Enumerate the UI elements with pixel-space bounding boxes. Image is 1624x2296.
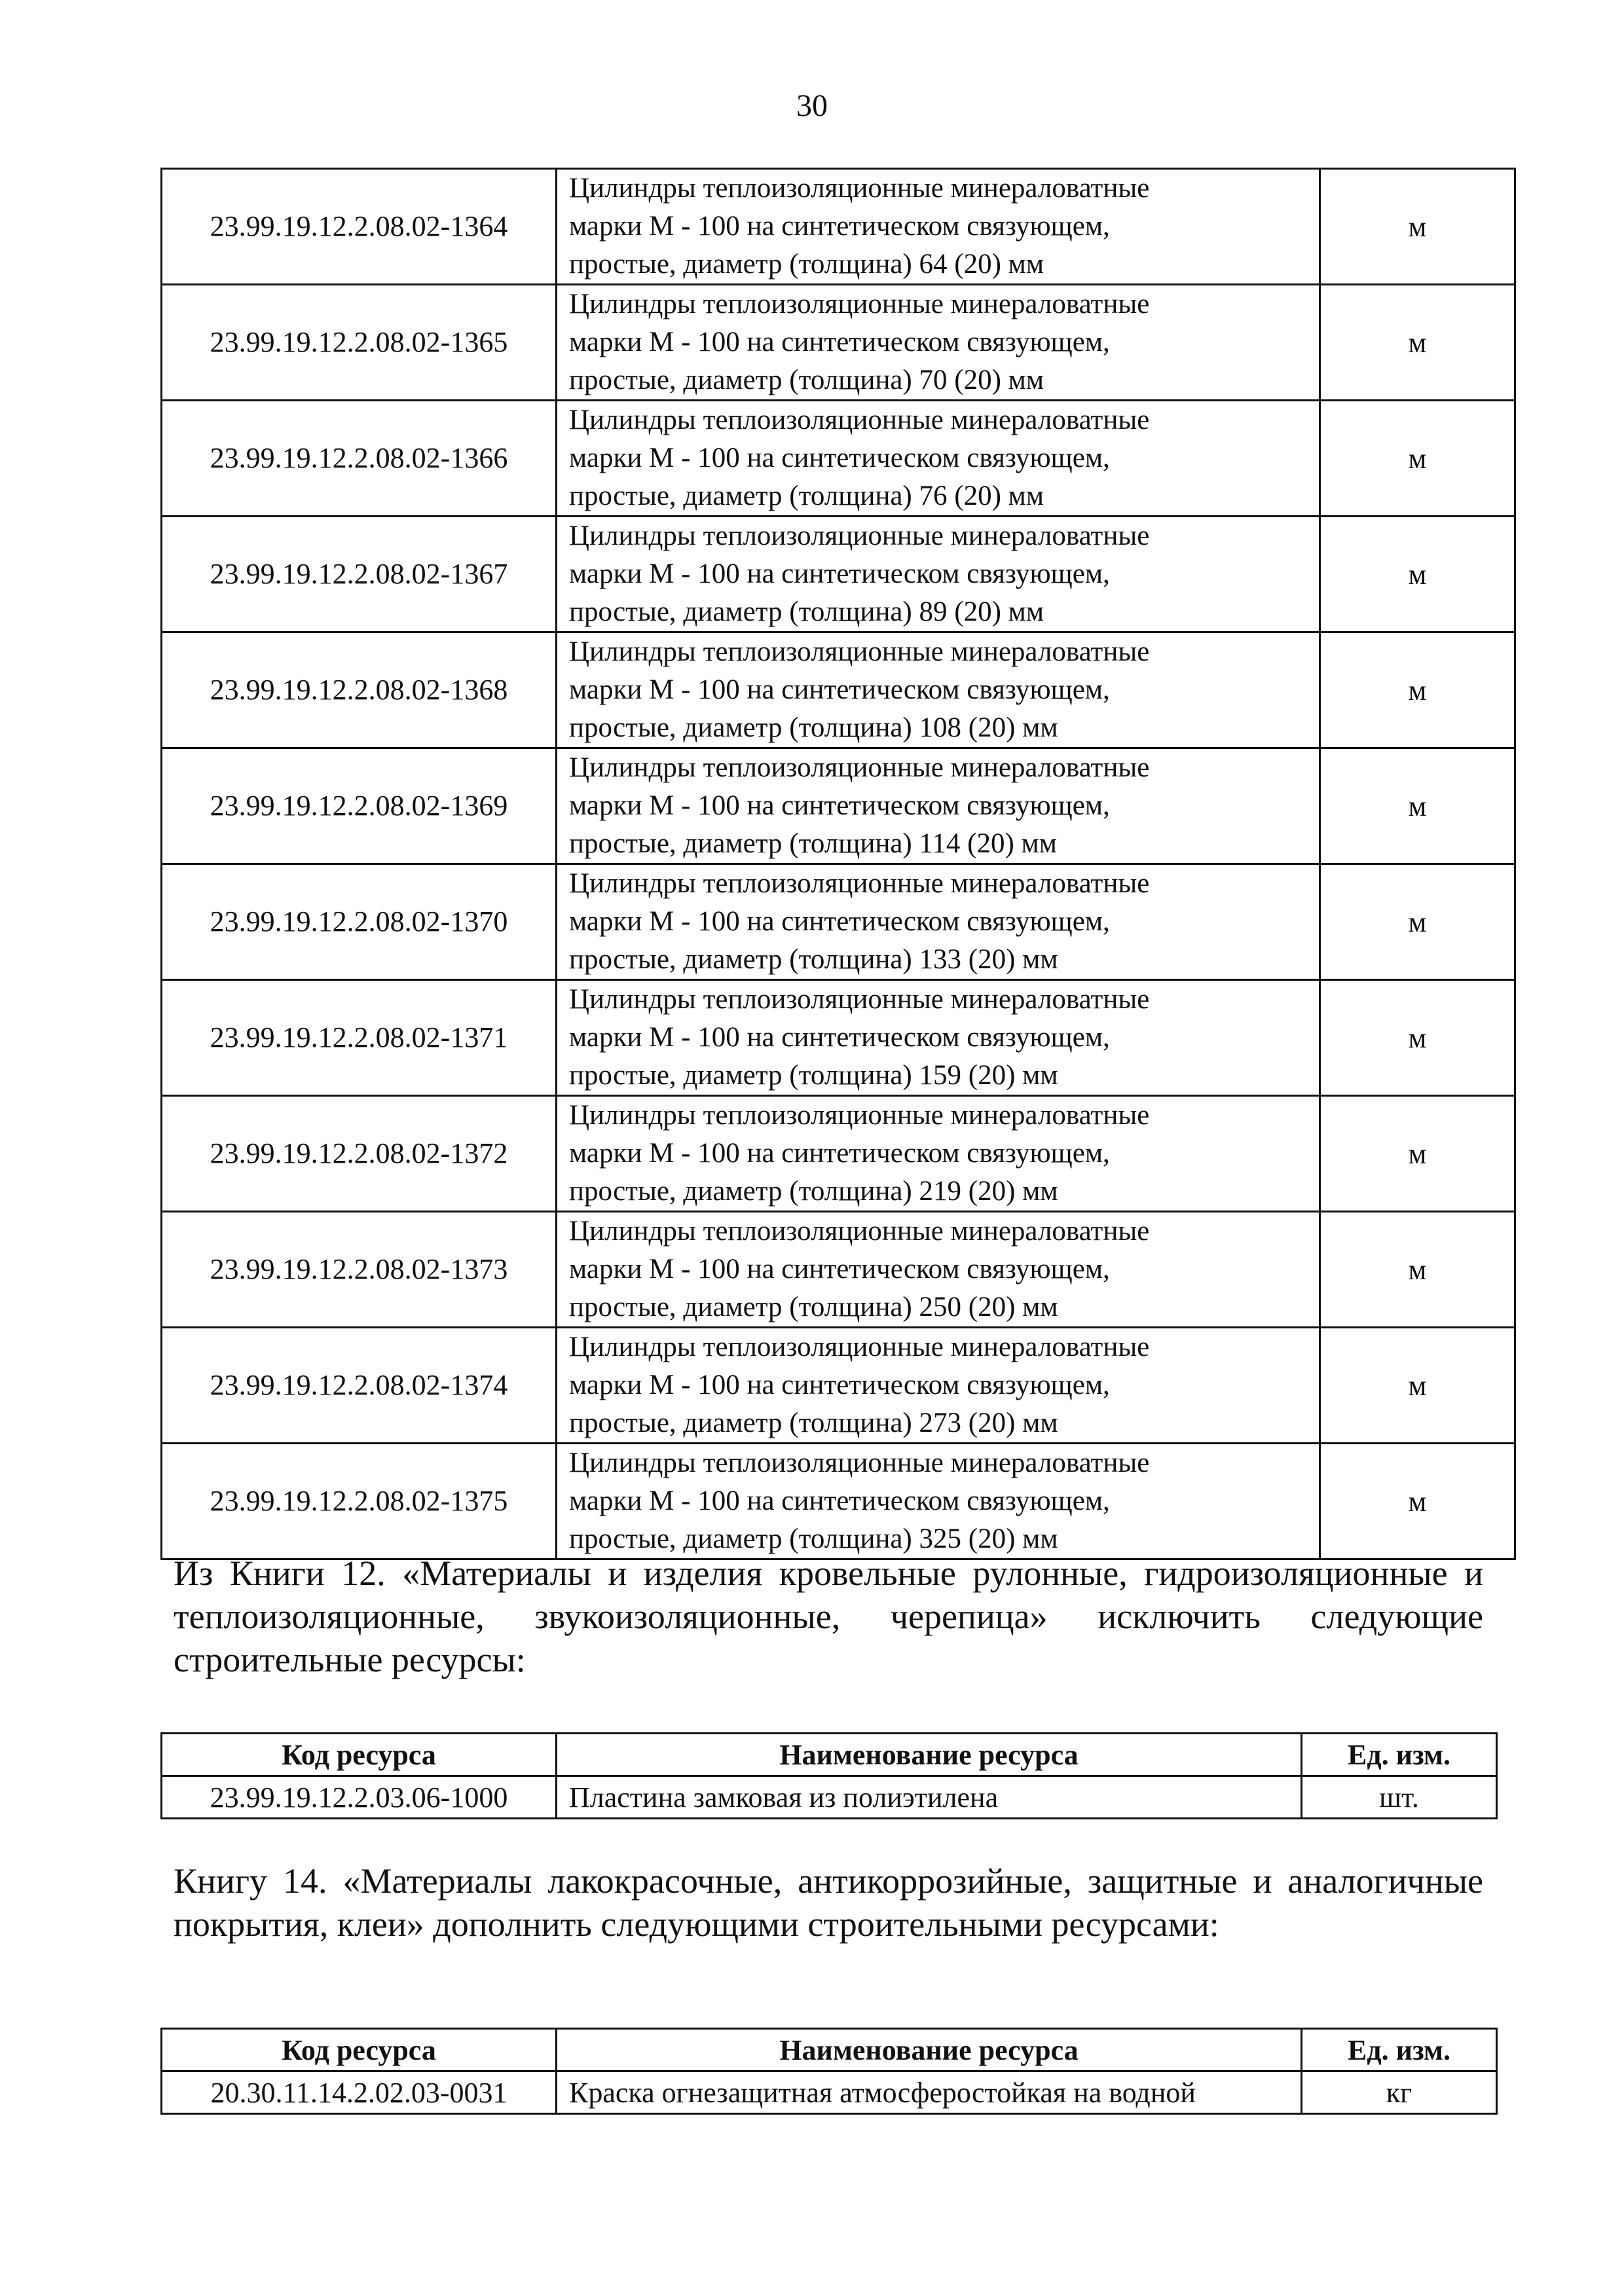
table-row — [162, 748, 1515, 864]
resource-unit: м — [1320, 1444, 1515, 1559]
resource-name-line: простые, диаметр (толщина) 325 (20) мм — [569, 1523, 1058, 1554]
resource-name-line: простые, диаметр (толщина) 108 (20) мм — [569, 712, 1058, 743]
table-row — [162, 401, 1515, 517]
header-name: Наименование ресурса — [557, 1734, 1302, 1776]
table-row — [162, 864, 1515, 980]
resource-name-line: простые, диаметр (толщина) 250 (20) мм — [569, 1292, 1058, 1322]
resource-name-line: марки М - 100 на синтетическом связующем, — [569, 443, 1110, 473]
resource-table-body — [162, 169, 1515, 1559]
resource-table — [160, 168, 1516, 1560]
resource-name-line: простые, диаметр (толщина) 89 (20) мм — [569, 596, 1044, 627]
resource-name: Пластина замковая из полиэтилена — [557, 1776, 1302, 1819]
table-row — [162, 980, 1515, 1096]
resource-name-line: марки М - 100 на синтетическом связующем, — [569, 1022, 1110, 1053]
resource-code: 23.99.19.12.2.08.02-1369 — [162, 748, 557, 864]
table-row — [162, 1212, 1515, 1328]
resource-name-line: марки М - 100 на синтетическом связующем, — [569, 558, 1110, 589]
resource-unit: м — [1320, 169, 1515, 285]
excluded-resources-table — [160, 1732, 1498, 1819]
header-unit: Ед. изм. — [1302, 2029, 1497, 2071]
resource-name-line: марки М - 100 на синтетическом связующем, — [569, 1138, 1110, 1169]
resource-name-line: Цилиндры теплоизоляционные минераловатные — [569, 520, 1150, 551]
resource-unit: м — [1320, 285, 1515, 401]
resource-name-line: марки М - 100 на синтетическом связующем, — [569, 790, 1110, 821]
resource-name-line: марки М - 100 на синтетическом связующем, — [569, 1485, 1110, 1516]
resource-code: 23.99.19.12.2.08.02-1366 — [162, 401, 557, 517]
resource-name-line: простые, диаметр (толщина) 219 (20) мм — [569, 1176, 1058, 1207]
resource-code: 23.99.19.12.2.08.02-1375 — [162, 1444, 557, 1559]
table-row — [162, 2071, 1497, 2114]
resource-code: 23.99.19.12.2.08.02-1371 — [162, 980, 557, 1096]
resource-name-line: Цилиндры теплоизоляционные минераловатные — [569, 752, 1150, 783]
resource-name-line: простые, диаметр (толщина) 133 (20) мм — [569, 944, 1058, 975]
resource-code: 23.99.19.12.2.08.02-1374 — [162, 1328, 557, 1444]
resource-unit: м — [1320, 864, 1515, 980]
resource-code: 23.99.19.12.2.08.02-1368 — [162, 632, 557, 748]
paragraph-exclude-book-12: Из Книги 12. «Материалы и изделия кровельные рулонные, гидроизоляционные и теплоизоляционные, звукоизоляционные, черепица» исключить следующие строительные ресурсы: — [174, 1554, 1483, 1679]
resource-code: 20.30.11.14.2.02.03-0031 — [162, 2071, 557, 2114]
resource-unit: шт. — [1302, 1776, 1497, 1819]
resource-name — [557, 632, 1320, 748]
resource-name-line: Цилиндры теплоизоляционные минераловатные — [569, 1332, 1150, 1362]
resource-name-line: Цилиндры теплоизоляционные минераловатные — [569, 636, 1150, 667]
resource-unit: кг — [1302, 2071, 1497, 2114]
header-unit: Ед. изм. — [1302, 1734, 1497, 1776]
resource-name-line: марки М - 100 на синтетическом связующем, — [569, 1370, 1110, 1400]
page-number: 30 — [796, 88, 828, 123]
resource-name-line: Цилиндры теплоизоляционные минераловатные — [569, 984, 1150, 1015]
resource-name — [557, 1212, 1320, 1328]
resource-unit: м — [1320, 517, 1515, 632]
table-header-row — [162, 1734, 1497, 1776]
resource-name — [557, 980, 1320, 1096]
resource-name-line: Цилиндры теплоизоляционные минераловатные — [569, 1448, 1150, 1478]
header-code: Код ресурса — [162, 1734, 557, 1776]
resource-code: 23.99.19.12.2.03.06-1000 — [162, 1776, 557, 1819]
table-row — [162, 632, 1515, 748]
resource-name-line: Цилиндры теплоизоляционные минераловатные — [569, 289, 1150, 319]
resource-unit: м — [1320, 748, 1515, 864]
resource-name — [557, 401, 1320, 517]
resource-name-line: простые, диаметр (толщина) 114 (20) мм — [569, 828, 1057, 859]
paragraph-add-book-14: Книгу 14. «Материалы лакокрасочные, антикоррозийные, защитные и аналогичные покрытия, клеи» дополнить следующими строительными ресурсами: — [174, 1861, 1483, 1944]
resource-code: 23.99.19.12.2.08.02-1372 — [162, 1096, 557, 1212]
table-row — [162, 169, 1515, 285]
resource-unit: м — [1320, 1328, 1515, 1444]
resource-unit: м — [1320, 1212, 1515, 1328]
table-row — [162, 1096, 1515, 1212]
resource-name — [557, 285, 1320, 401]
table-row — [162, 285, 1515, 401]
resource-code: 23.99.19.12.2.08.02-1367 — [162, 517, 557, 632]
resource-name-line: простые, диаметр (толщина) 76 (20) мм — [569, 481, 1044, 511]
resource-code: 23.99.19.12.2.08.02-1364 — [162, 169, 557, 285]
resource-name — [557, 1444, 1320, 1559]
resource-name-line: Цилиндры теплоизоляционные минераловатные — [569, 1216, 1150, 1247]
resource-name — [557, 748, 1320, 864]
resource-name-line: простые, диаметр (толщина) 159 (20) мм — [569, 1060, 1058, 1091]
resource-unit: м — [1320, 1096, 1515, 1212]
resource-name-line: Цилиндры теплоизоляционные минераловатные — [569, 868, 1150, 899]
resource-name-line: марки М - 100 на синтетическом связующем, — [569, 211, 1110, 242]
resource-name-line: Цилиндры теплоизоляционные минераловатные — [569, 173, 1150, 204]
table-row — [162, 1776, 1497, 1819]
resource-name: Краска огнезащитная атмосферостойкая на водной — [557, 2071, 1302, 2114]
resource-name — [557, 1328, 1320, 1444]
resource-name-line: марки М - 100 на синтетическом связующем, — [569, 1254, 1110, 1285]
resource-code: 23.99.19.12.2.08.02-1365 — [162, 285, 557, 401]
resource-unit: м — [1320, 401, 1515, 517]
resource-name-line: простые, диаметр (толщина) 64 (20) мм — [569, 249, 1044, 280]
table-row — [162, 1328, 1515, 1444]
header-code: Код ресурса — [162, 2029, 557, 2071]
added-resources-table — [160, 2028, 1498, 2115]
resource-name-line: марки М - 100 на синтетическом связующем, — [569, 906, 1110, 937]
resource-unit: м — [1320, 980, 1515, 1096]
resource-name-line: марки М - 100 на синтетическом связующем, — [569, 674, 1110, 705]
resource-name — [557, 1096, 1320, 1212]
resource-name — [557, 864, 1320, 980]
header-name: Наименование ресурса — [557, 2029, 1302, 2071]
table-row — [162, 517, 1515, 632]
resource-name-line: марки М - 100 на синтетическом связующем, — [569, 327, 1110, 357]
table-row — [162, 1444, 1515, 1559]
resource-unit: м — [1320, 632, 1515, 748]
resource-name-line: Цилиндры теплоизоляционные минераловатные — [569, 405, 1150, 435]
resource-name-line: простые, диаметр (толщина) 273 (20) мм — [569, 1408, 1058, 1438]
resource-name — [557, 169, 1320, 285]
table-header-row — [162, 2029, 1497, 2071]
resource-code: 23.99.19.12.2.08.02-1370 — [162, 864, 557, 980]
resource-name-line: Цилиндры теплоизоляционные минераловатные — [569, 1100, 1150, 1131]
resource-code: 23.99.19.12.2.08.02-1373 — [162, 1212, 557, 1328]
resource-name — [557, 517, 1320, 632]
resource-name-line: простые, диаметр (толщина) 70 (20) мм — [569, 365, 1044, 395]
